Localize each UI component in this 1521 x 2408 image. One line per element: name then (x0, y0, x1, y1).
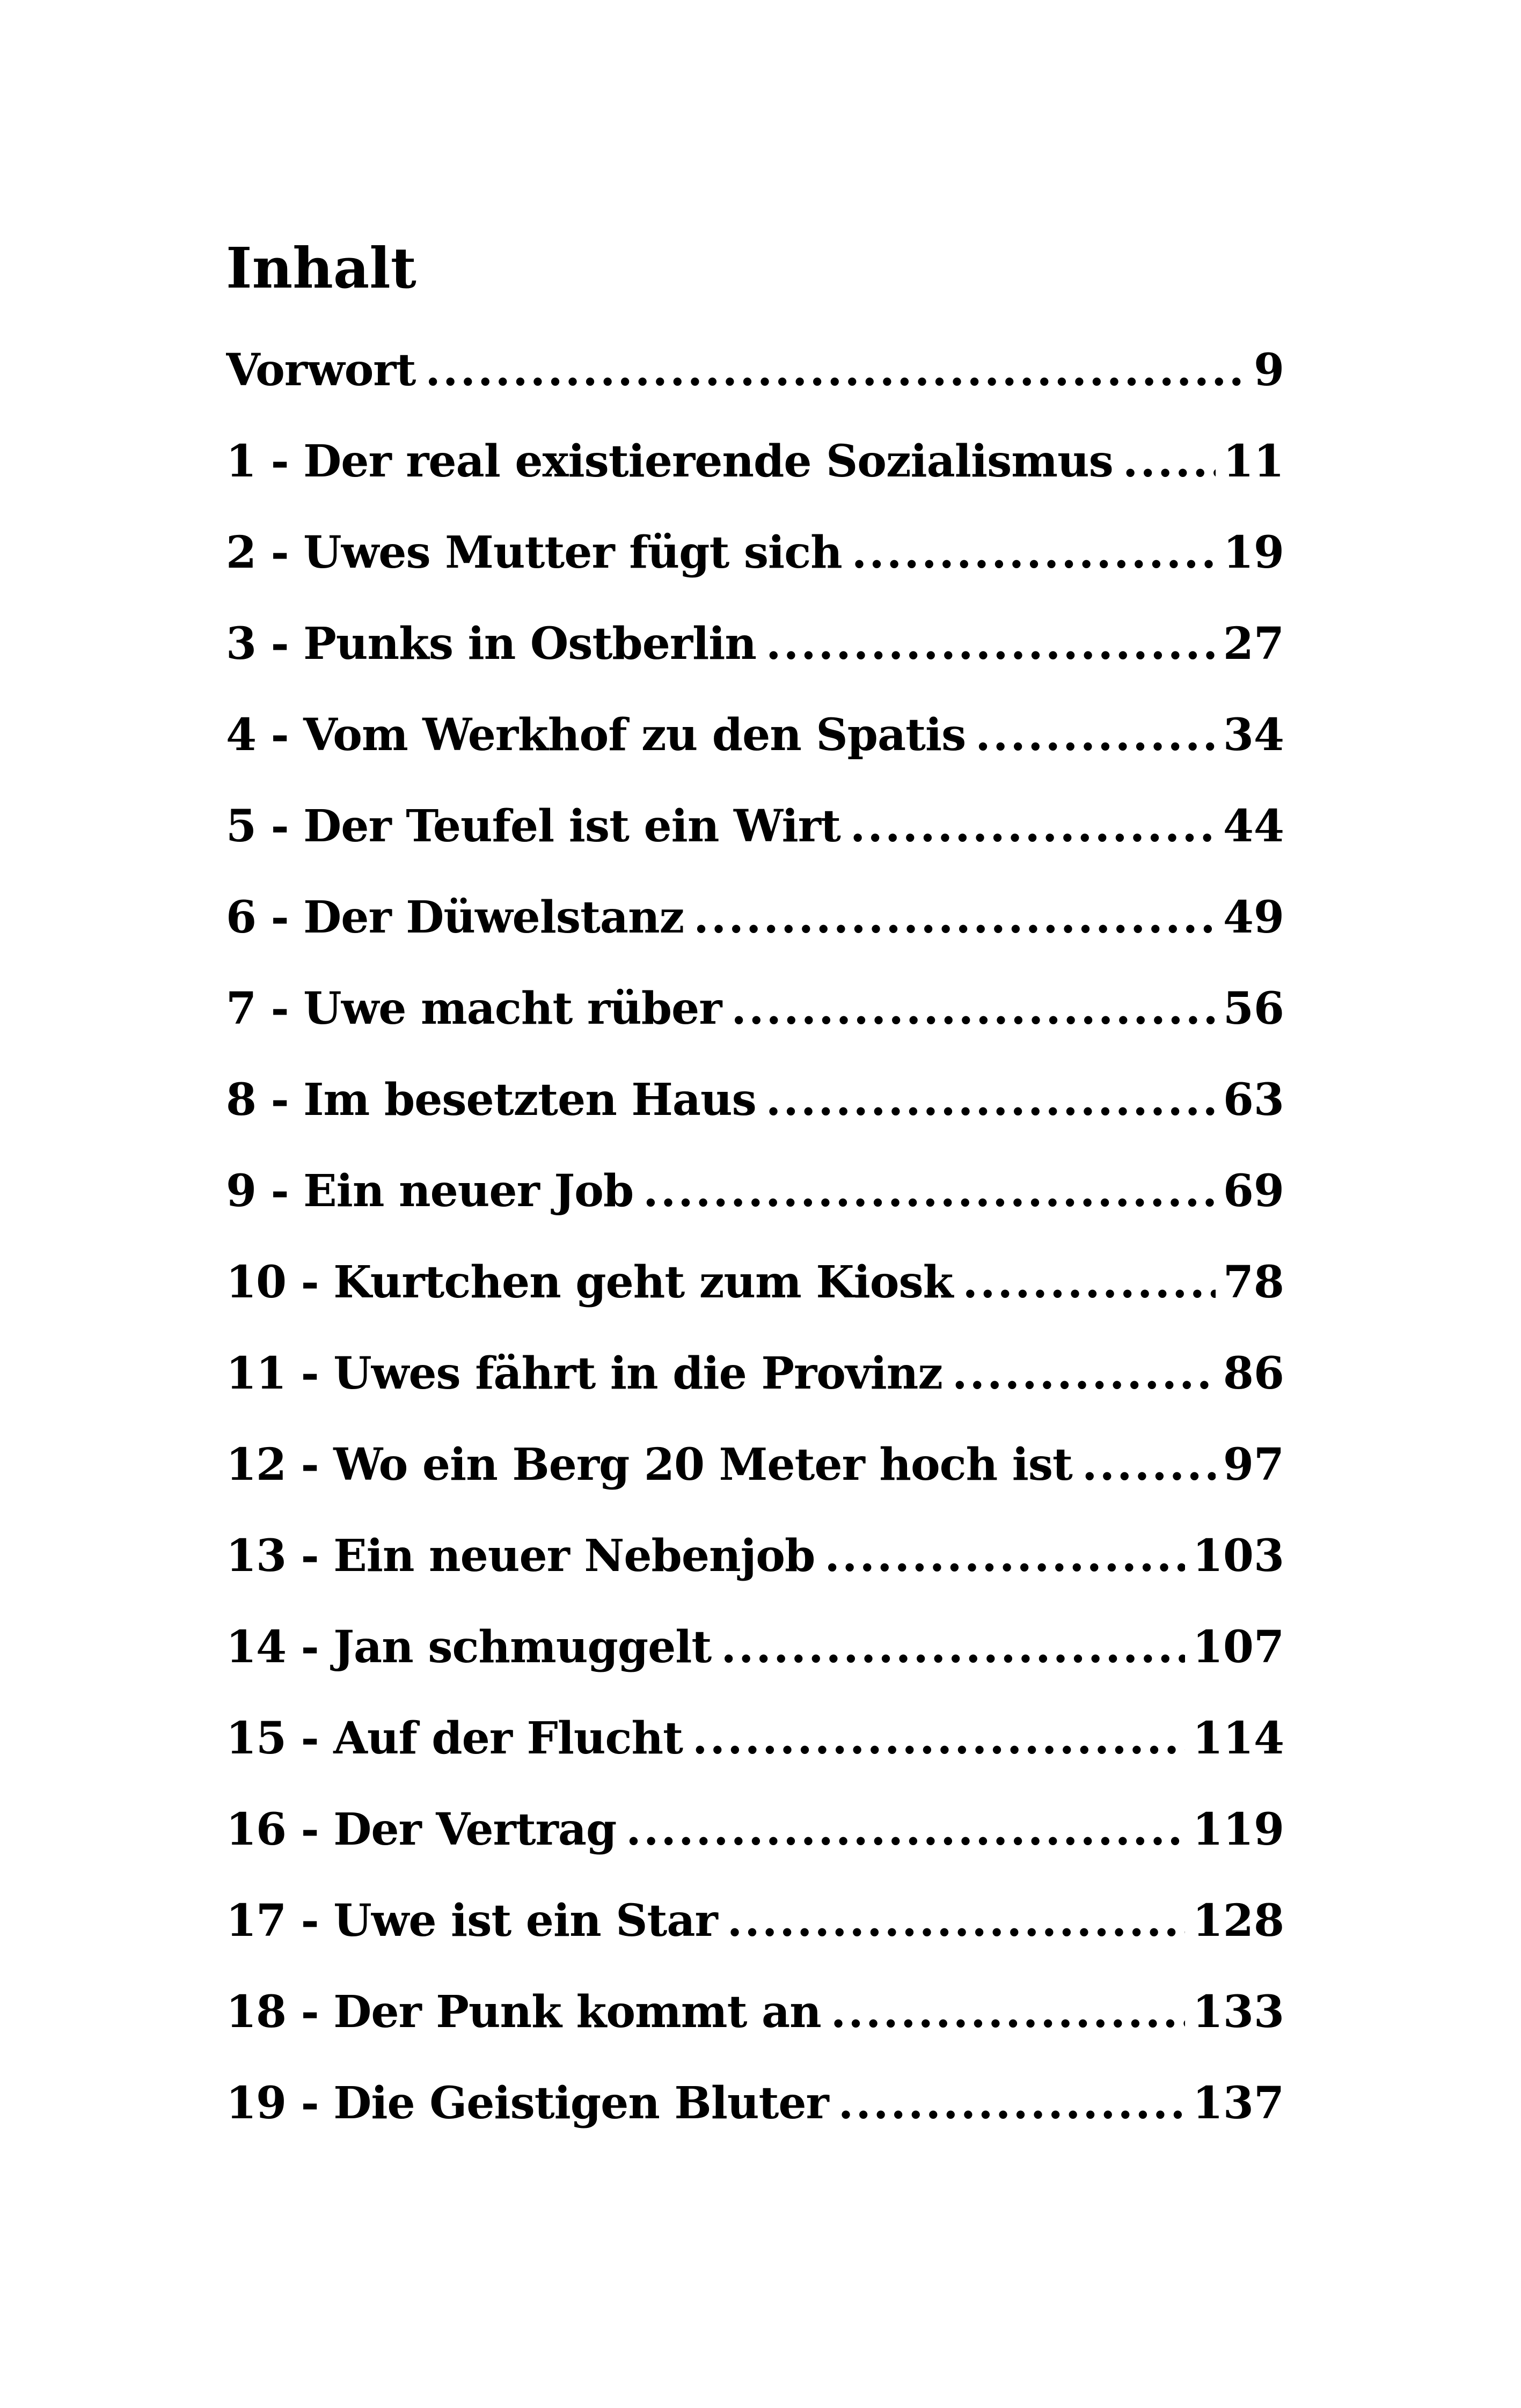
toc-entry-page-number: 34 (1223, 709, 1284, 761)
toc-entry-title: 8 - Im besetzten Haus (226, 1074, 756, 1126)
toc-entry (226, 1966, 1284, 2058)
toc-entry-title: 12 - Wo ein Berg 20 Meter hoch ist (226, 1439, 1072, 1491)
toc-entry (226, 872, 1284, 963)
toc-entry-page-number: 63 (1223, 1074, 1284, 1126)
toc-entry-page-number: 119 (1192, 1804, 1284, 1855)
toc-entry-title: 4 - Vom Werkhof zu den Spatis (226, 709, 966, 761)
dot-leader (824, 1510, 1184, 1602)
toc-entry-title: 5 - Der Teufel ist ein Wirt (226, 801, 840, 852)
toc-entry-page-number: 44 (1223, 801, 1284, 852)
toc-entry (226, 1146, 1284, 1237)
dot-leader (626, 1784, 1185, 1875)
dot-leader (693, 872, 1216, 963)
toc-entry (226, 1602, 1284, 1693)
dot-leader (766, 598, 1216, 689)
toc-entry-page-number: 19 (1223, 527, 1284, 578)
toc-entry-title: 7 - Uwe macht rüber (226, 983, 722, 1034)
toc-entry-title: 14 - Jan schmuggelt (226, 1621, 712, 1673)
dot-leader (721, 1602, 1185, 1693)
dot-leader (852, 507, 1216, 598)
dot-leader (975, 689, 1216, 781)
toc-entry-title: 17 - Uwe ist ein Star (226, 1895, 718, 1947)
toc-entry (226, 1510, 1284, 1602)
toc-entry (226, 781, 1284, 872)
toc-entry-page-number: 128 (1192, 1895, 1284, 1947)
dot-leader (692, 1693, 1185, 1784)
toc-entry (226, 1237, 1284, 1328)
dot-leader (952, 1328, 1216, 1419)
dot-leader (838, 2058, 1185, 2149)
toc-entry-title: 11 - Uwes fährt in die Provinz (226, 1348, 942, 1399)
toc-entry-page-number: 49 (1223, 892, 1284, 943)
toc-entry-title: 18 - Der Punk kommt an (226, 1986, 821, 2038)
toc-entry (226, 1419, 1284, 1510)
toc-entry-title: 3 - Punks in Ostberlin (226, 618, 757, 670)
dot-leader (766, 1054, 1216, 1146)
toc-entry-page-number: 114 (1192, 1713, 1284, 1764)
toc-entry (226, 325, 1284, 416)
dot-leader (962, 1237, 1215, 1328)
toc-entry (226, 1054, 1284, 1146)
toc-entry (226, 598, 1284, 689)
toc-entry-title: 16 - Der Vertrag (226, 1804, 617, 1855)
toc-entry-page-number: 11 (1223, 436, 1284, 487)
toc-entry (226, 1784, 1284, 1875)
toc-entry-title: 15 - Auf der Flucht (226, 1713, 683, 1764)
toc-entry-page-number: 97 (1223, 1439, 1284, 1491)
dot-leader (425, 325, 1246, 416)
toc-entry-page-number: 56 (1223, 983, 1284, 1034)
toc-entry-title: Vorwort (226, 344, 416, 396)
dot-leader (731, 963, 1215, 1054)
toc-entry (226, 963, 1284, 1054)
dot-leader (1082, 1419, 1216, 1510)
dot-leader (1123, 416, 1216, 507)
toc-entry (226, 507, 1284, 598)
toc-entry-title: 19 - Die Geistigen Bluter (226, 2077, 829, 2129)
toc-entry-title: 13 - Ein neuer Nebenjob (226, 1530, 815, 1582)
toc-entry-title: 2 - Uwes Mutter fügt sich (226, 527, 842, 578)
toc-entry-page-number: 133 (1192, 1986, 1284, 2038)
dot-leader (850, 781, 1216, 872)
dot-leader (831, 1966, 1185, 2058)
toc-entry (226, 689, 1284, 781)
toc-entry-title: 1 - Der real existierende Sozialismus (226, 436, 1113, 487)
toc-entry-page-number: 27 (1223, 618, 1284, 670)
toc-entry-page-number: 86 (1223, 1348, 1284, 1399)
toc-entry-title: 10 - Kurtchen geht zum Kiosk (226, 1257, 953, 1308)
toc-entry-page-number: 9 (1253, 344, 1284, 396)
toc-entry (226, 1328, 1284, 1419)
toc-entry (226, 1693, 1284, 1784)
toc-entry-page-number: 137 (1192, 2077, 1284, 2129)
dot-leader (727, 1875, 1185, 1966)
toc-entry-title: 9 - Ein neuer Job (226, 1165, 634, 1217)
dot-leader (643, 1146, 1216, 1237)
toc-entry (226, 2058, 1284, 2149)
toc-entry-title: 6 - Der Düwelstanz (226, 892, 684, 943)
toc-entry (226, 416, 1284, 507)
toc-heading: Inhalt (226, 235, 416, 301)
toc-entry-page-number: 69 (1223, 1165, 1284, 1217)
toc-entry-page-number: 107 (1192, 1621, 1284, 1673)
toc-list (226, 325, 1284, 2149)
toc-entry-page-number: 103 (1192, 1530, 1284, 1582)
table-of-contents (226, 225, 1284, 2149)
toc-entry-page-number: 78 (1223, 1257, 1284, 1308)
toc-entry (226, 1875, 1284, 1966)
